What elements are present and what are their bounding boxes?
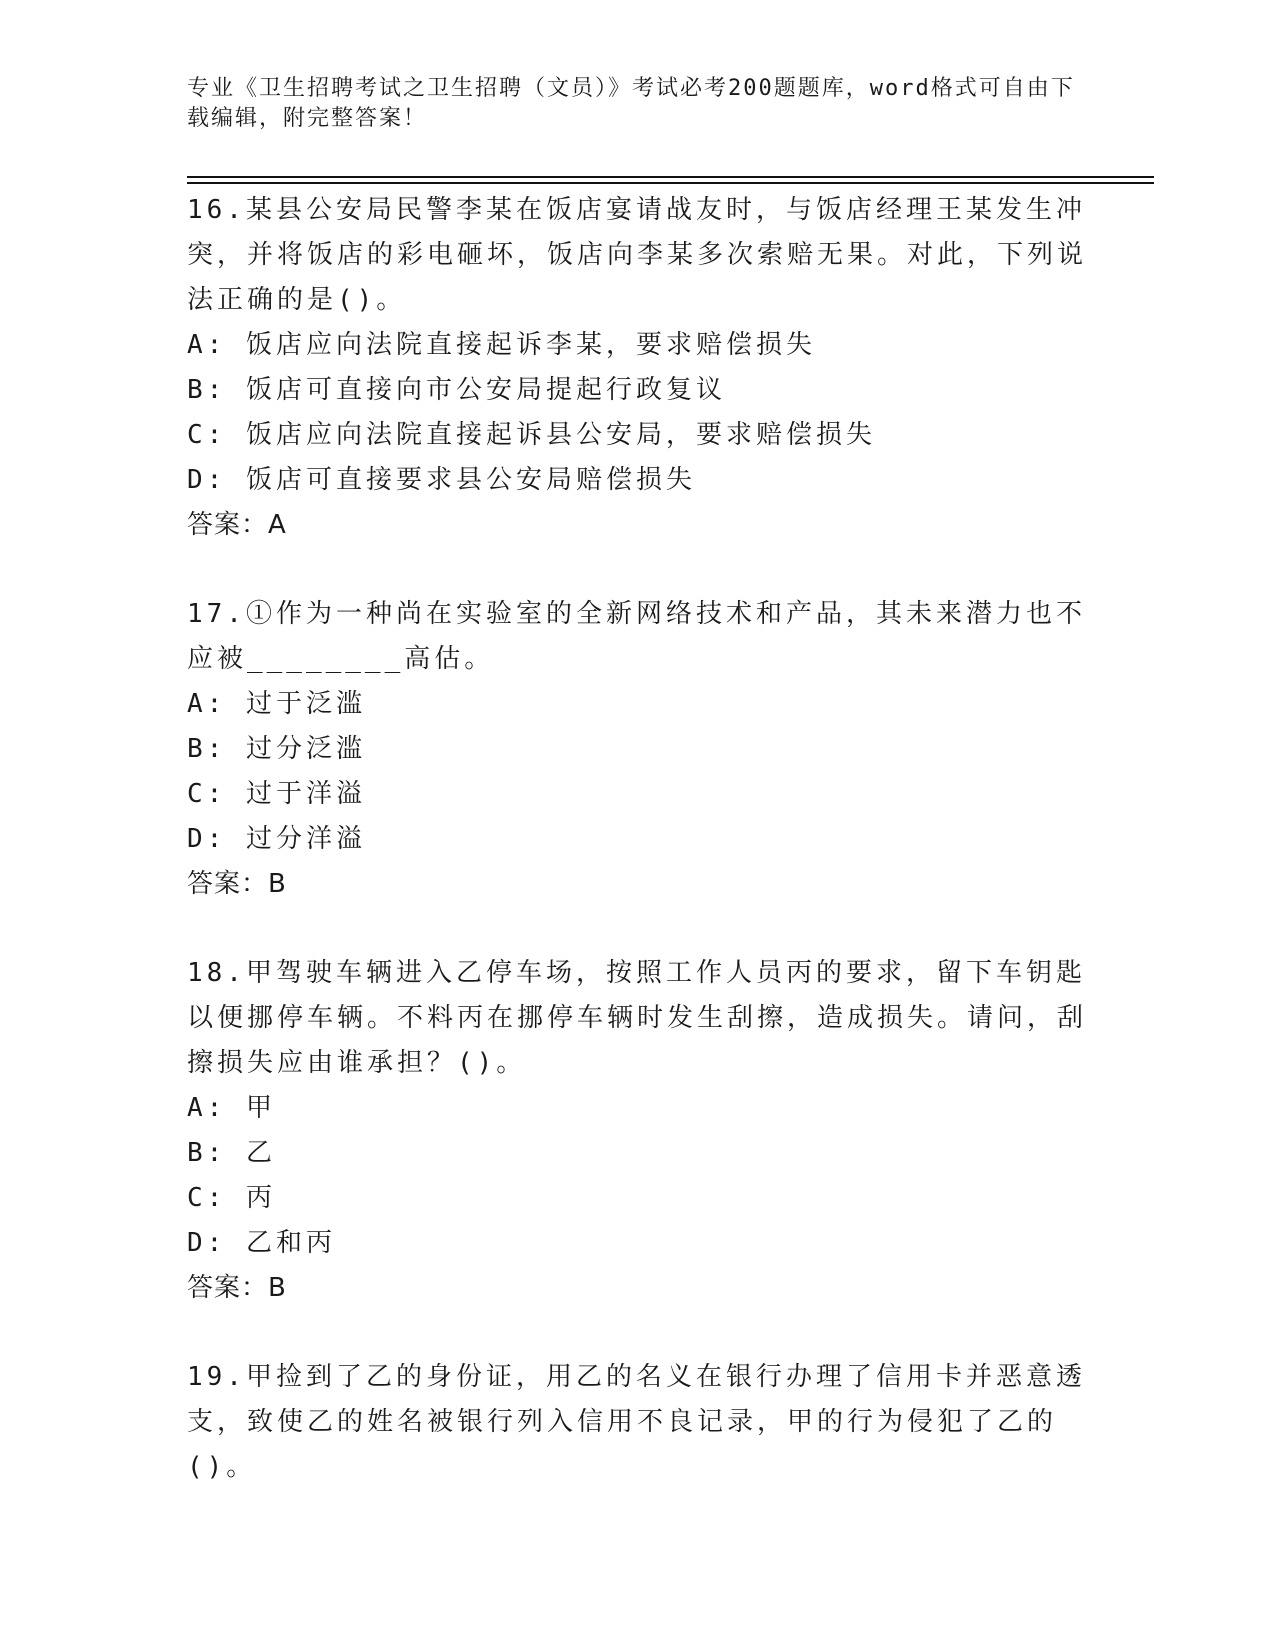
option-b: B: 饭店可直接向市公安局提起行政复议 [187, 375, 726, 405]
option-c: C: 丙 [187, 1183, 276, 1213]
answer: 答案：B [187, 1273, 287, 1303]
option-c: C: 饭店应向法院直接起诉县公安局，要求赔偿损失 [187, 420, 876, 450]
option-d: D: 饭店可直接要求县公安局赔偿损失 [187, 465, 696, 495]
question-list [187, 188, 1107, 1534]
question-stem: 18.甲驾驶车辆进入乙停车场，按照工作人员丙的要求，留下车钥匙以便挪停车辆。不料丙在挪停车辆时发生刮擦，造成损失。请问，刮擦损失应由谁承担？()。 [187, 958, 1088, 1078]
header-rule-bottom [187, 182, 1154, 184]
option-d: D: 乙和丙 [187, 1228, 336, 1258]
question-19 [187, 1355, 1107, 1490]
question-stem: 17.①作为一种尚在实验室的全新网络技术和产品，其未来潜力也不应被________高估。 [187, 599, 1086, 674]
document-header: 专业《卫生招聘考试之卫生招聘（文员）》考试必考200题题库，word格式可自由下载编辑，附完整答案！ [187, 76, 1075, 131]
question-stem: 19.甲捡到了乙的身份证，用乙的名义在银行办理了信用卡并恶意透支，致使乙的姓名被银行列入信用不良记录，甲的行为侵犯了乙的()。 [187, 1362, 1086, 1482]
option-a: A: 过于泛滥 [187, 689, 366, 719]
question-17 [187, 592, 1107, 907]
option-b: B: 过分泛滥 [187, 734, 366, 764]
option-b: B: 乙 [187, 1138, 276, 1168]
answer: 答案：A [187, 510, 287, 540]
option-a: A: 饭店应向法院直接起诉李某，要求赔偿损失 [187, 330, 816, 360]
question-stem: 16.某县公安局民警李某在饭店宴请战友时，与饭店经理王某发生冲突，并将饭店的彩电砸坏，饭店向李某多次索赔无果。对此，下列说法正确的是()。 [187, 195, 1088, 315]
header-rule-top [187, 176, 1154, 178]
option-d: D: 过分洋溢 [187, 824, 366, 854]
option-a: A: 甲 [187, 1093, 276, 1123]
answer: 答案：B [187, 869, 287, 899]
question-18 [187, 951, 1107, 1311]
question-16 [187, 188, 1107, 548]
option-c: C: 过于洋溢 [187, 779, 366, 809]
